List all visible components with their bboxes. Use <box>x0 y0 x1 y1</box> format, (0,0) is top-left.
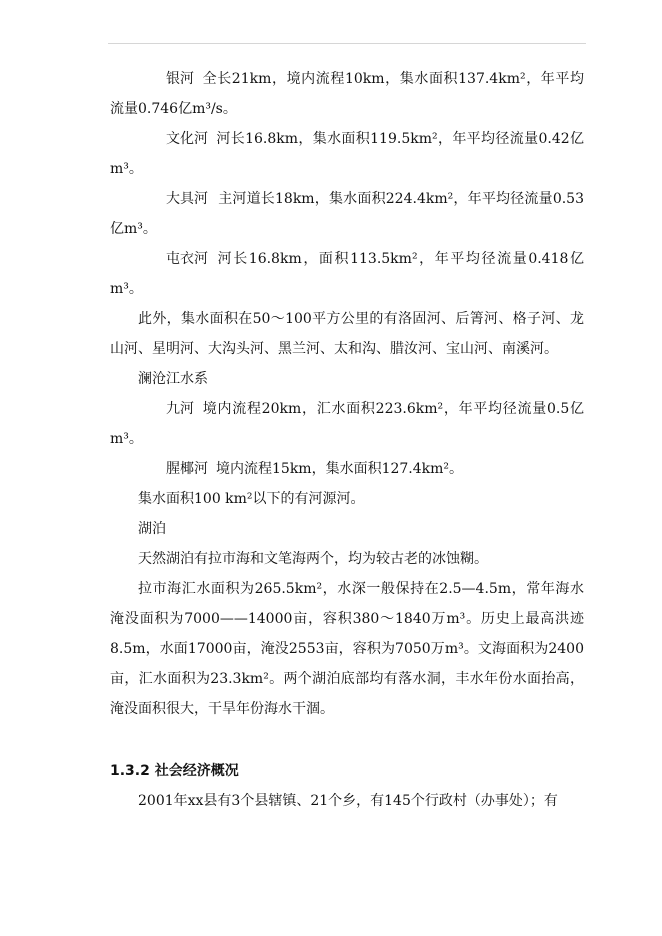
document-body <box>110 64 584 724</box>
river-entry-tunyi <box>110 244 584 304</box>
river-name: 腥椰河 <box>166 461 208 477</box>
river-name: 大具河 <box>166 191 208 207</box>
economy-paragraph: 2001年xx县有3个县辖镇、21个乡，有145个行政村（办事处）；有 <box>138 793 558 809</box>
river-entry-daju <box>110 184 584 244</box>
small-rivers-paragraph: 集水面积100 km²以下的有河源河。 <box>138 491 365 507</box>
economy-section <box>110 786 584 816</box>
river-name: 文化河 <box>166 131 208 147</box>
lancang-heading: 澜沧江水系 <box>138 371 208 387</box>
river-desc: 河长16.8km，集水面积119.5km²，年平均径流量0.42亿m³。 <box>110 131 584 177</box>
river-desc: 全长21km，境内流程10km，集水面积137.4km²，年平均流量0.746亿m³/s。 <box>110 71 584 117</box>
river-desc: 境内流程15km，集水面积127.4km²。 <box>216 461 464 477</box>
river-name: 九河 <box>166 401 194 417</box>
river-entry-yinhe <box>110 64 584 124</box>
lakes-intro-paragraph: 天然湖泊有拉市海和文笔海两个，均为较古老的冰蚀糊。 <box>138 551 488 567</box>
river-desc: 主河道长18km，集水面积224.4km²，年平均径流量0.53亿m³。 <box>110 191 584 237</box>
river-desc: 境内流程20km，汇水面积223.6km²，年平均径流量0.5亿m³。 <box>110 401 584 447</box>
other-rivers-paragraph: 此外，集水面积在50～100平方公里的有洛固河、后箐河、格子河、龙山河、星明河、大沟头河、黑兰河、太和沟、腊汝河、宝山河、南溪河。 <box>110 311 584 357</box>
river-entry-wenhua <box>110 124 584 184</box>
lakes-detail-paragraph: 拉市海汇水面积为265.5km²，水深一般保持在2.5—4.5m，常年海水淹没面积为7000——14000亩，容积380～1840万m³。历史上最高洪迹8.5m，水面17000亩，淹没2553亩，容积为7050万m³。文海面积为2400亩，汇水面积为23.3km²。两个湖泊底部均有落水洞，丰水年份水面抬高，淹没面积很大，干旱年份海水干涸。 <box>110 581 584 717</box>
river-entry-jiuhe <box>110 394 584 454</box>
river-name: 银河 <box>166 71 194 87</box>
lakes-heading: 湖泊 <box>138 521 166 537</box>
section-heading: 1.3.2 社会经济概况 <box>110 763 239 779</box>
header-rule <box>108 43 586 44</box>
river-name: 屯衣河 <box>166 251 208 267</box>
river-desc: 河长16.8km，面积113.5km²，年平均径流量0.418亿m³。 <box>110 251 584 297</box>
river-entry-xingye <box>110 454 584 484</box>
